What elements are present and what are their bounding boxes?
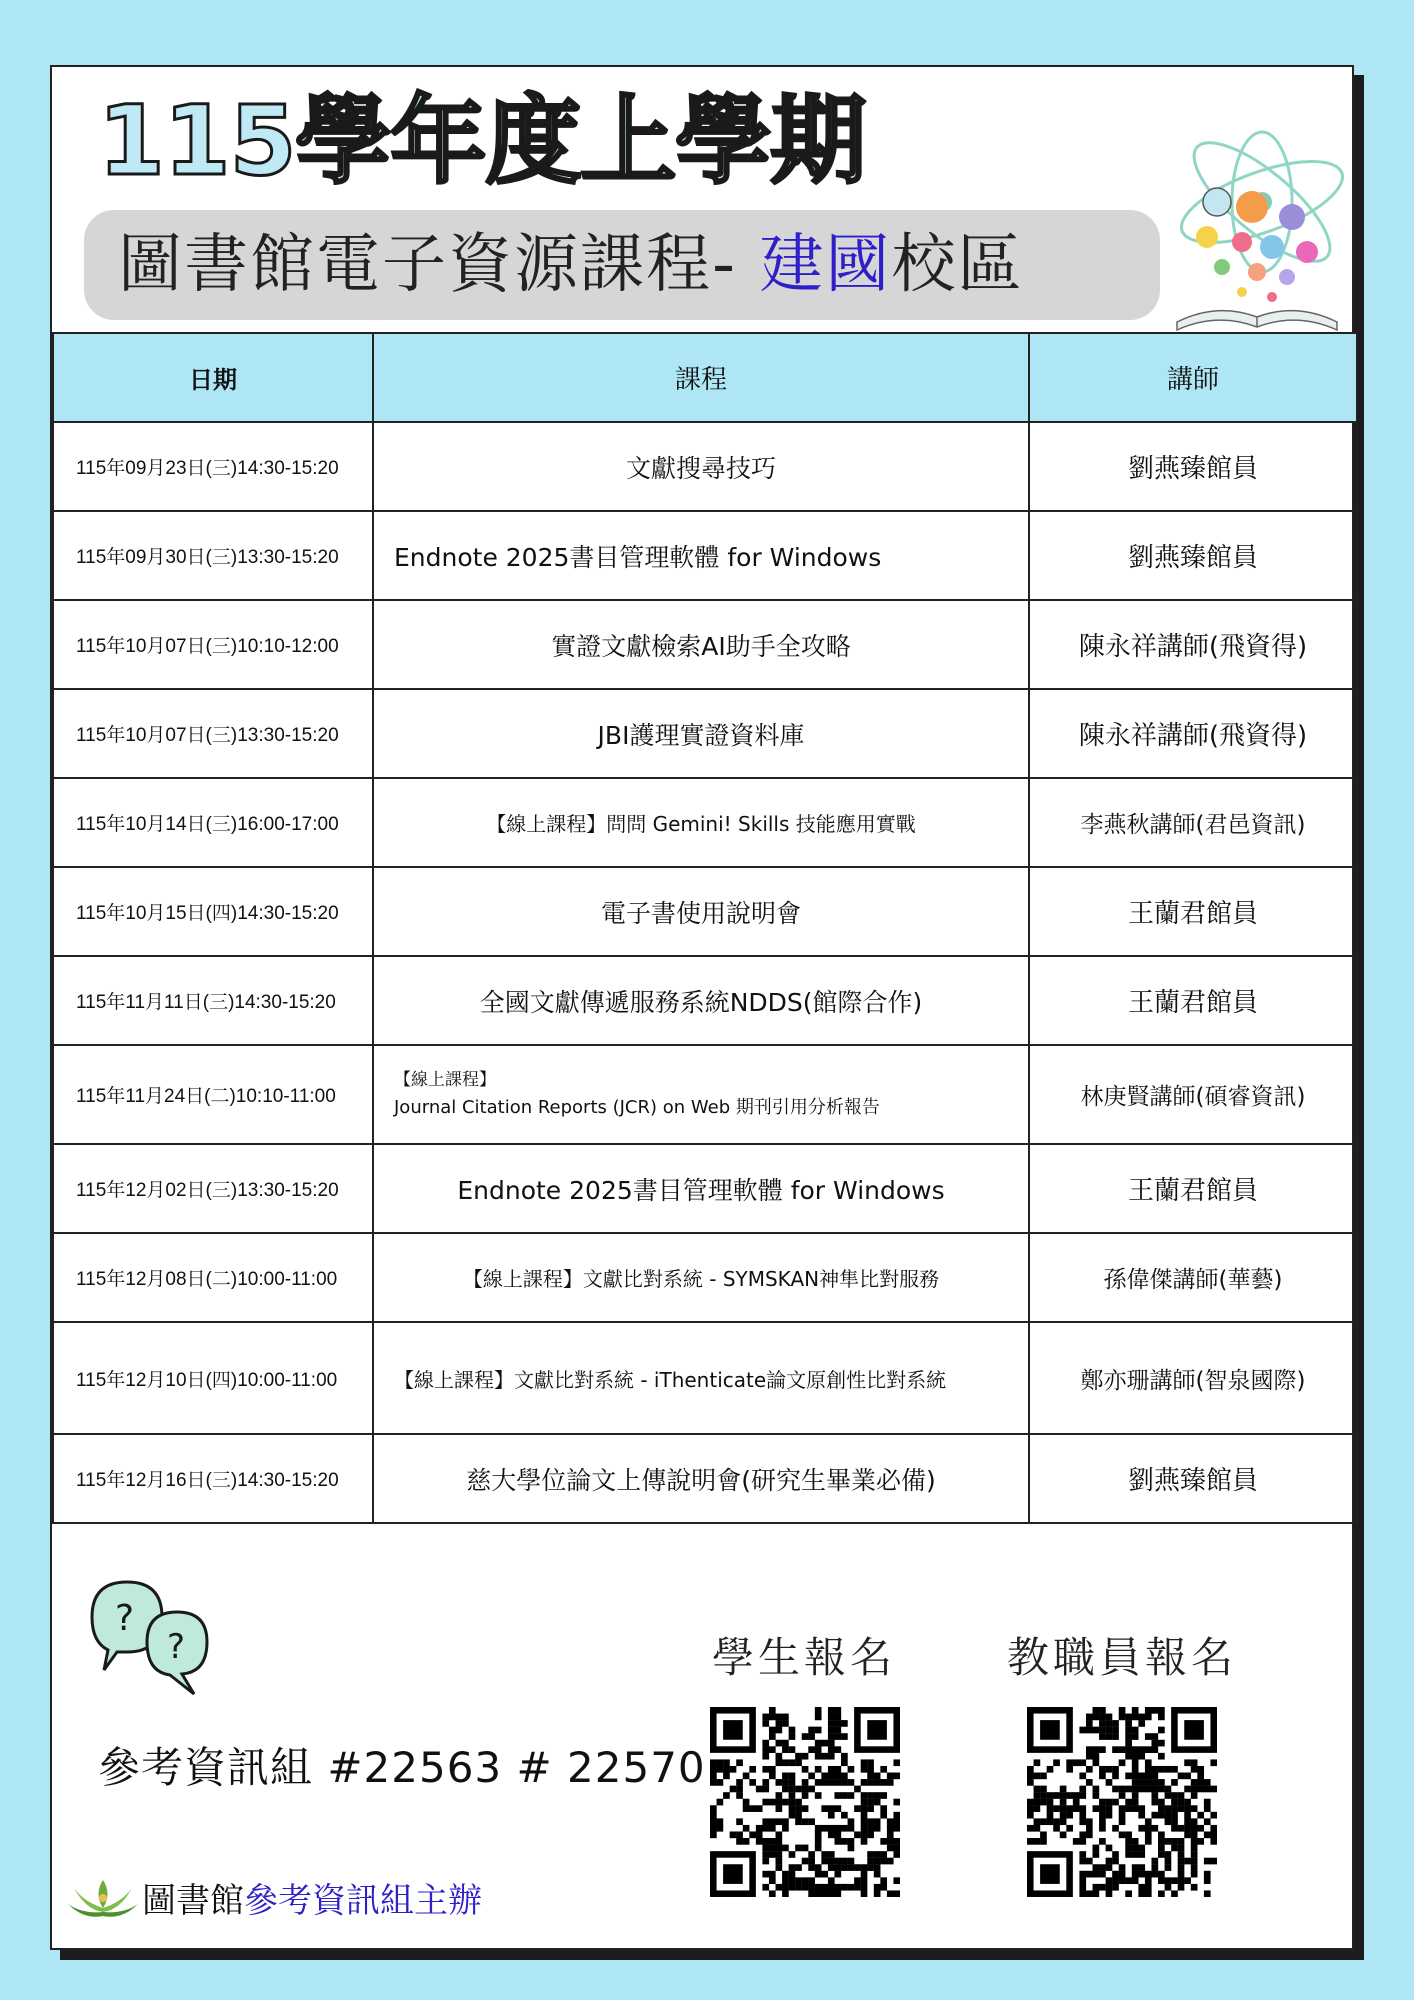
date-cell: 115年12月08日(二)10:00-11:00 (53, 1233, 373, 1322)
staff-registration-qr-code[interactable] (1027, 1707, 1217, 1897)
footer-organizer (64, 1873, 482, 1922)
svg-text:?: ? (167, 1627, 186, 1667)
date-cell: 115年10月14日(三)16:00-17:00 (53, 778, 373, 867)
student-registration-label: 學生報名 (712, 1633, 897, 1682)
date-cell: 115年09月30日(三)13:30-15:20 (53, 511, 373, 600)
column-header-date: 日期 (53, 333, 373, 422)
course-cell: Endnote 2025書目管理軟體 for Windows (373, 1144, 1029, 1233)
course-title: Journal Citation Reports (JCR) on Web 期刊引用分析報告 (394, 1096, 880, 1118)
footer-library-text: 圖書館 (142, 1881, 244, 1921)
course-cell: 實證文獻檢索AI助手全攻略 (373, 600, 1029, 689)
table-row (53, 1144, 1357, 1233)
instructor-cell: 王蘭君館員 (1029, 956, 1357, 1045)
date-cell: 115年10月07日(三)13:30-15:20 (53, 689, 373, 778)
course-cell: 電子書使用說明會 (373, 867, 1029, 956)
instructor-cell: 孫偉傑講師(華藝) (1029, 1233, 1357, 1322)
question-bubbles-icon (82, 1572, 232, 1702)
instructor-cell: 鄭亦珊講師(智泉國際) (1029, 1322, 1357, 1434)
atom-books-icon (1162, 122, 1352, 337)
staff-registration-label: 教職員報名 (1007, 1633, 1238, 1682)
date-cell: 115年12月02日(三)13:30-15:20 (53, 1144, 373, 1233)
instructor-cell: 林庚賢講師(碩睿資訊) (1029, 1045, 1357, 1144)
date-cell: 115年11月11日(三)14:30-15:20 (53, 956, 373, 1045)
instructor-cell: 劉燕臻館員 (1029, 511, 1357, 600)
course-cell: 全國文獻傳遞服務系統NDDS(館際合作) (373, 956, 1029, 1045)
course-cell: 文獻搜尋技巧 (373, 422, 1029, 511)
course-cell: 【線上課程】文獻比對系統 - iThenticate論文原創性比對系統 (373, 1322, 1029, 1434)
table-row (53, 1045, 1357, 1144)
table-row (53, 1322, 1357, 1434)
table-row (53, 1233, 1357, 1322)
subtitle-campus: 建國 (759, 228, 892, 302)
table-row (53, 511, 1357, 600)
course-cell: Endnote 2025書目管理軟體 for Windows (373, 511, 1029, 600)
student-registration-qr-code[interactable] (710, 1707, 900, 1897)
column-header-course: 課程 (373, 333, 1029, 422)
column-header-instructor: 講師 (1029, 333, 1357, 422)
course-cell: JBI護理實證資料庫 (373, 689, 1029, 778)
subtitle-text: 圖書館電子資源課程- (118, 228, 760, 302)
contact-info: 參考資訊組 #22563 # 22570 (98, 1743, 706, 1792)
table-row (53, 422, 1357, 511)
instructor-cell: 陳永祥講師(飛資得) (1029, 689, 1357, 778)
course-cell: 慈大學位論文上傳說明會(研究生畢業必備) (373, 1434, 1029, 1523)
table-row (53, 689, 1357, 778)
table-row (53, 1434, 1357, 1523)
lotus-logo-icon (64, 1874, 142, 1922)
subtitle-banner (84, 210, 1160, 320)
date-cell: 115年12月10日(四)10:00-11:00 (53, 1322, 373, 1434)
date-cell: 115年12月16日(三)14:30-15:20 (53, 1434, 373, 1523)
date-cell: 115年10月15日(四)14:30-15:20 (53, 867, 373, 956)
date-cell: 115年11月24日(二)10:10-11:00 (53, 1045, 373, 1144)
course-schedule-table (52, 332, 1358, 1524)
date-cell: 115年10月07日(三)10:10-12:00 (53, 600, 373, 689)
table-row (53, 778, 1357, 867)
date-cell: 115年09月23日(三)14:30-15:20 (53, 422, 373, 511)
instructor-cell: 陳永祥講師(飛資得) (1029, 600, 1357, 689)
instructor-cell: 王蘭君館員 (1029, 1144, 1357, 1233)
poster (50, 65, 1354, 1950)
course-prefix: 【線上課程】 (394, 1069, 496, 1090)
course-cell: 【線上課程】文獻比對系統 - SYMSKAN神隼比對服務 (373, 1233, 1029, 1322)
table-row (53, 867, 1357, 956)
instructor-cell: 李燕秋講師(君邑資訊) (1029, 778, 1357, 867)
table-row (53, 600, 1357, 689)
instructor-cell: 劉燕臻館員 (1029, 1434, 1357, 1523)
instructor-cell: 劉燕臻館員 (1029, 422, 1357, 511)
instructor-cell: 王蘭君館員 (1029, 867, 1357, 956)
footer-organizer-text: 參考資訊組主辦 (244, 1881, 482, 1921)
page-title: 115學年度上學期 (98, 85, 866, 197)
course-cell (373, 1045, 1029, 1144)
subtitle-suffix: 校區 (891, 228, 1024, 302)
course-cell: 【線上課程】問問 Gemini! Skills 技能應用實戰 (373, 778, 1029, 867)
table-row (53, 956, 1357, 1045)
table-header-row (53, 333, 1357, 422)
svg-text:?: ? (115, 1598, 135, 1639)
